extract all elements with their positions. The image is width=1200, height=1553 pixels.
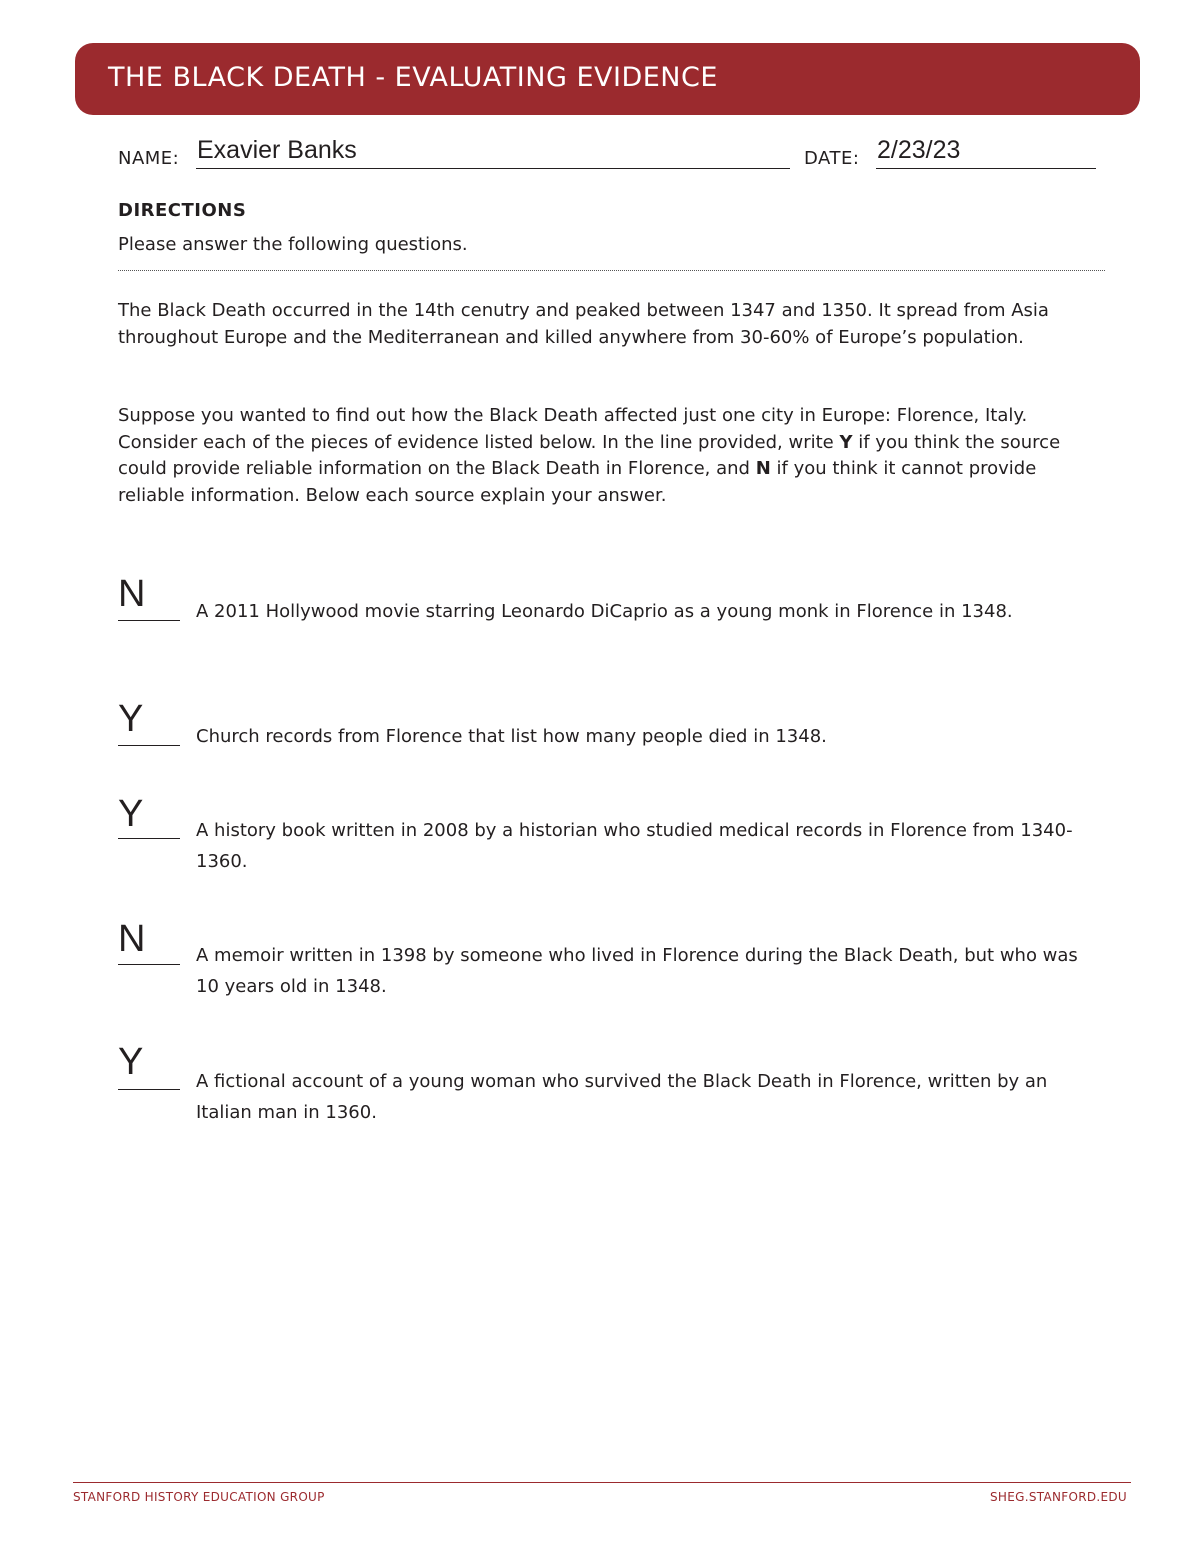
name-label: NAME:	[118, 148, 180, 169]
answer-3[interactable]: Y	[118, 793, 144, 835]
footer-rule	[73, 1482, 1131, 1483]
evidence-1: A 2011 Hollywood movie starring Leonardo DiCaprio as a young monk in Florence in 1348.	[196, 601, 1013, 622]
answer-line-1	[118, 620, 180, 621]
date-line	[876, 168, 1096, 169]
answer-line-4	[118, 964, 180, 965]
answer-1[interactable]: N	[118, 573, 146, 615]
title-banner	[75, 43, 1140, 115]
date-label: DATE:	[804, 148, 860, 169]
evidence-2: Church records from Florence that list how many people died in 1348.	[196, 726, 827, 747]
answer-4[interactable]: N	[118, 918, 146, 960]
page-title: THE BLACK DEATH - EVALUATING EVIDENCE	[108, 62, 718, 93]
directions-heading: DIRECTIONS	[118, 200, 247, 221]
answer-line-3	[118, 838, 180, 839]
answer-5[interactable]: Y	[118, 1041, 144, 1083]
footer-organization: STANFORD HISTORY EDUCATION GROUP	[73, 1490, 325, 1504]
answer-line-2	[118, 745, 180, 746]
dotted-divider	[118, 270, 1105, 271]
name-line	[196, 168, 790, 169]
intro-paragraph: The Black Death occurred in the 14th cenutry and peaked between 1347 and 1350. It spread from Asia throughout Europe and the Mediterranean and killed anywhere from 30-60% of Europe’s population.	[118, 300, 1049, 348]
name-field[interactable]: Exavier Banks	[197, 136, 357, 164]
evidence-3: A history book written in 2008 by a historian who studied medical records in Florence from 1340-1360.	[196, 820, 1073, 872]
instructions-paragraph: Suppose you wanted to find out how the Black Death affected just one city in Europe: Florence, Italy. Consider each of the pieces of evidence listed below. In the line provided, write Y if you think the source could provide reliable information on the Black Death in Florence, and N if you think it cannot provide reliable information. Below each source explain your answer.	[118, 405, 1061, 506]
directions-text: Please answer the following questions.	[118, 234, 468, 255]
evidence-4: A memoir written in 1398 by someone who lived in Florence during the Black Death, but who was 10 years old in 1348.	[196, 945, 1078, 997]
evidence-5: A fictional account of a young woman who survived the Black Death in Florence, written by an Italian man in 1360.	[196, 1071, 1048, 1123]
answer-line-5	[118, 1089, 180, 1090]
footer-website: SHEG.STANFORD.EDU	[990, 1490, 1127, 1504]
answer-2[interactable]: Y	[118, 698, 144, 740]
date-field[interactable]: 2/23/23	[877, 136, 961, 164]
